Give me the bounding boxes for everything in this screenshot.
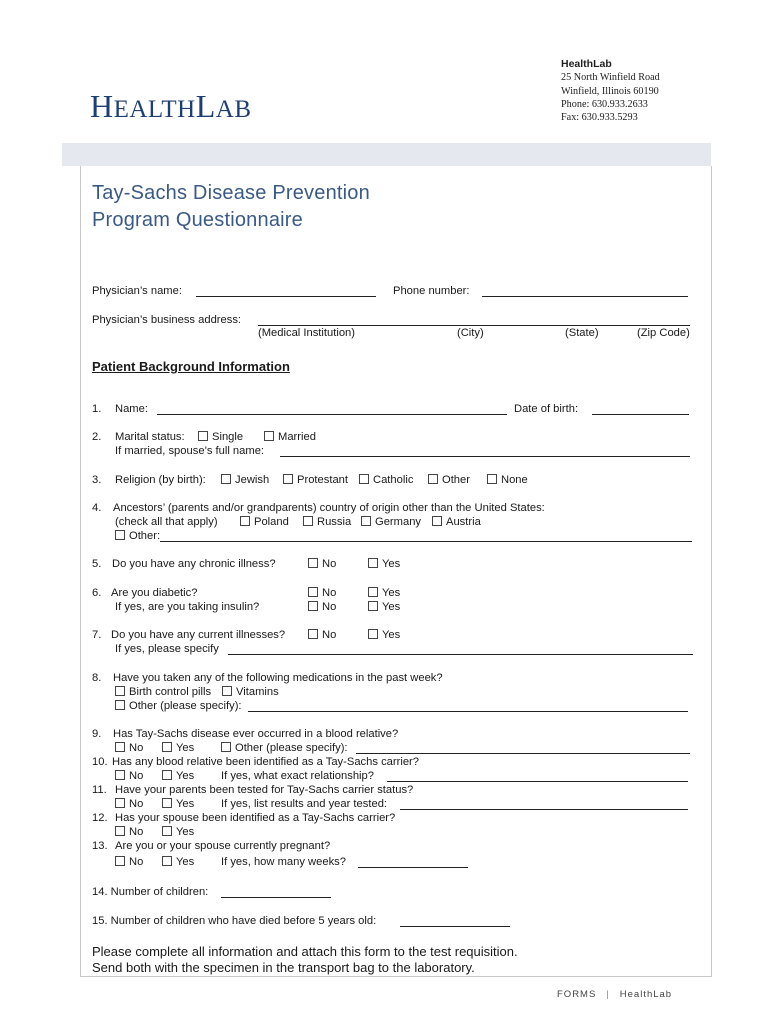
address-org: HealthLab [561,58,612,70]
physician-name-field[interactable] [196,296,376,297]
checkbox-icon [240,516,250,526]
other-religion-checkbox[interactable]: Other [428,474,470,486]
q13-number: 13. [92,840,108,852]
footer-forms: FORMS [557,989,597,1000]
austria-checkbox[interactable]: Austria [432,516,481,528]
footer-brand: HealthLab [619,989,673,1000]
checkbox-icon [115,856,125,866]
other-medication-checkbox[interactable]: Other (please specify): [115,700,242,712]
q12-number: 12. [92,812,108,824]
single-checkbox[interactable]: Single [198,431,243,443]
q6-number: 6. [92,587,102,599]
q5-number: 5. [92,558,102,570]
spouse-name-label: If married, spouse’s full name: [115,445,265,457]
checkbox-icon [222,686,232,696]
business-address-field[interactable] [258,325,690,326]
q5-label: Do you have any chronic illness? [112,558,276,570]
checkbox-icon [115,530,125,540]
q12-no-checkbox[interactable]: No [115,826,143,838]
q9-yes-checkbox[interactable]: Yes [162,742,194,754]
checkbox-icon [308,601,318,611]
q6-sub-no-checkbox[interactable]: No [308,601,336,613]
q3-label: Religion (by birth): [115,474,206,486]
checkbox-icon [308,558,318,568]
instructions-line2: Send both with the specimen in the transport bag to the laboratory. [92,960,475,975]
checkbox-icon [198,431,208,441]
q11-yes-checkbox[interactable]: Yes [162,798,194,810]
checkbox-icon [283,474,293,484]
poland-checkbox[interactable]: Poland [240,516,289,528]
form-title [92,180,370,234]
sub-label-institution: (Medical Institution) [258,327,355,339]
spouse-name-field[interactable] [280,456,690,457]
q6-sub: If yes, are you taking insulin? [115,601,260,613]
q14-label: 14. Number of children: [92,886,209,898]
q10-yes-checkbox[interactable]: Yes [162,770,194,782]
phone-number-label: Phone number: [393,285,470,297]
physician-name-label: Physician’s name: [92,285,182,297]
business-address-label: Physician’s business address: [92,314,242,326]
healthlab-logo: HEALTHLAB [90,88,252,124]
q11-sub: If yes, list results and year tested: [221,798,388,810]
q10-label: Has any blood relative been identified as a Tay-Sachs carrier? [112,756,419,768]
q13-sub: If yes, how many weeks? [221,856,346,868]
checkbox-icon [368,558,378,568]
birth-control-checkbox[interactable]: Birth control pills [115,686,211,698]
q11-label: Have your parents been tested for Tay-Sachs carrier status? [115,784,414,796]
page-footer [557,989,672,1000]
q11-no-checkbox[interactable]: No [115,798,143,810]
checkbox-icon [221,742,231,752]
q5-yes-checkbox[interactable]: Yes [368,558,400,570]
checkbox-icon [264,431,274,441]
other-country-checkbox[interactable]: Other: [115,530,160,542]
checkbox-icon [361,516,371,526]
checkbox-icon [162,856,172,866]
married-checkbox[interactable]: Married [264,431,316,443]
q13-no-checkbox[interactable]: No [115,856,143,868]
germany-checkbox[interactable]: Germany [361,516,421,528]
checkbox-icon [221,474,231,484]
q9-no-checkbox[interactable]: No [115,742,143,754]
address-fax: Fax: 630.933.5293 [561,112,638,124]
title-line1: Tay-Sachs Disease Prevention [92,182,370,204]
address-line2: Winfield, Illinois 60190 [561,85,659,97]
instructions-line1: Please complete all information and attach this form to the test requisition. [92,944,518,959]
section-heading: Patient Background Information [92,359,290,374]
checkbox-icon [115,826,125,836]
q8-label: Have you taken any of the following medications in the past week? [113,672,443,684]
checkbox-icon [162,826,172,836]
q8-number: 8. [92,672,102,684]
q2-number: 2. [92,431,102,443]
q6-yes-checkbox[interactable]: Yes [368,587,400,599]
checkbox-icon [115,742,125,752]
instructions-note [92,944,518,976]
dob-label: Date of birth: [514,403,579,415]
checkbox-icon [162,770,172,780]
q10-sub: If yes, what exact relationship? [221,770,374,782]
q3-number: 3. [92,474,102,486]
checkbox-icon [115,770,125,780]
checkbox-icon [308,629,318,639]
checkbox-icon [115,798,125,808]
header-band [62,143,711,166]
q13-yes-checkbox[interactable]: Yes [162,856,194,868]
sub-label-state: (State) [565,327,599,339]
sub-label-zip: (Zip Code) [637,327,690,339]
catholic-checkbox[interactable]: Catholic [359,474,413,486]
checkbox-icon [432,516,442,526]
q4-label: Ancestors’ (parents and/or grandparents) country of origin other than the United States: [113,502,545,514]
checkbox-icon [368,629,378,639]
jewish-checkbox[interactable]: Jewish [221,474,269,486]
none-religion-checkbox[interactable]: None [487,474,528,486]
patient-name-field[interactable] [157,414,507,415]
phone-number-field[interactable] [482,296,688,297]
q15-children-died-field[interactable] [400,926,510,927]
q11-results-field[interactable] [400,809,688,810]
checkbox-icon [368,587,378,597]
q1-label: Name: [115,403,148,415]
checkbox-icon [162,742,172,752]
q7-specify-field[interactable] [228,654,693,655]
q5-no-checkbox[interactable]: No [308,558,336,570]
q11-number: 11. [92,784,107,796]
russia-checkbox[interactable]: Russia [303,516,351,528]
checkbox-icon [115,700,125,710]
lab-address-block [561,58,660,124]
q6-sub-yes-checkbox[interactable]: Yes [368,601,400,613]
checkbox-icon [428,474,438,484]
footer-separator: | [606,989,610,1000]
q9-label: Has Tay-Sachs disease ever occurred in a blood relative? [113,728,399,740]
title-line2: Program Questionnaire [92,209,303,231]
dob-field[interactable] [592,414,689,415]
q7-no-checkbox[interactable]: No [308,629,336,641]
q13-label: Are you or your spouse currently pregnant? [115,840,331,852]
vitamins-checkbox[interactable]: Vitamins [222,686,279,698]
checkbox-icon [115,686,125,696]
q7-yes-checkbox[interactable]: Yes [368,629,400,641]
address-phone: Phone: 630.933.2633 [561,98,648,110]
other-medication-field[interactable] [248,711,688,712]
q10-relationship-field[interactable] [387,781,688,782]
q4-sub: (check all that apply) [115,516,218,528]
q2-label: Marital status: [115,431,185,443]
q10-no-checkbox[interactable]: No [115,770,143,782]
checkbox-icon [303,516,313,526]
q7-label: Do you have any current illnesses? [111,629,286,641]
q10-number: 10. [92,756,108,768]
q6-label: Are you diabetic? [111,587,198,599]
other-country-field[interactable] [160,541,692,542]
q9-other-checkbox[interactable]: Other (please specify): [221,742,348,754]
q12-yes-checkbox[interactable]: Yes [162,826,194,838]
q6-no-checkbox[interactable]: No [308,587,336,599]
checkbox-icon [308,587,318,597]
address-line1: 25 North Winfield Road [561,72,660,84]
checkbox-icon [162,798,172,808]
checkbox-icon [487,474,497,484]
q7-number: 7. [92,629,102,641]
q15-label: 15. Number of children who have died before 5 years old: [92,915,377,927]
protestant-checkbox[interactable]: Protestant [283,474,348,486]
q14-children-field[interactable] [221,897,331,898]
q4-number: 4. [92,502,102,514]
checkbox-icon [359,474,369,484]
q9-number: 9. [92,728,102,740]
q13-weeks-field[interactable] [358,867,468,868]
checkbox-icon [368,601,378,611]
sub-label-city: (City) [457,327,484,339]
q1-number: 1. [92,403,102,415]
q7-sub: If yes, please specify [115,643,219,655]
q12-label: Has your spouse been identified as a Tay-Sachs carrier? [115,812,396,824]
q9-other-field[interactable] [356,753,690,754]
